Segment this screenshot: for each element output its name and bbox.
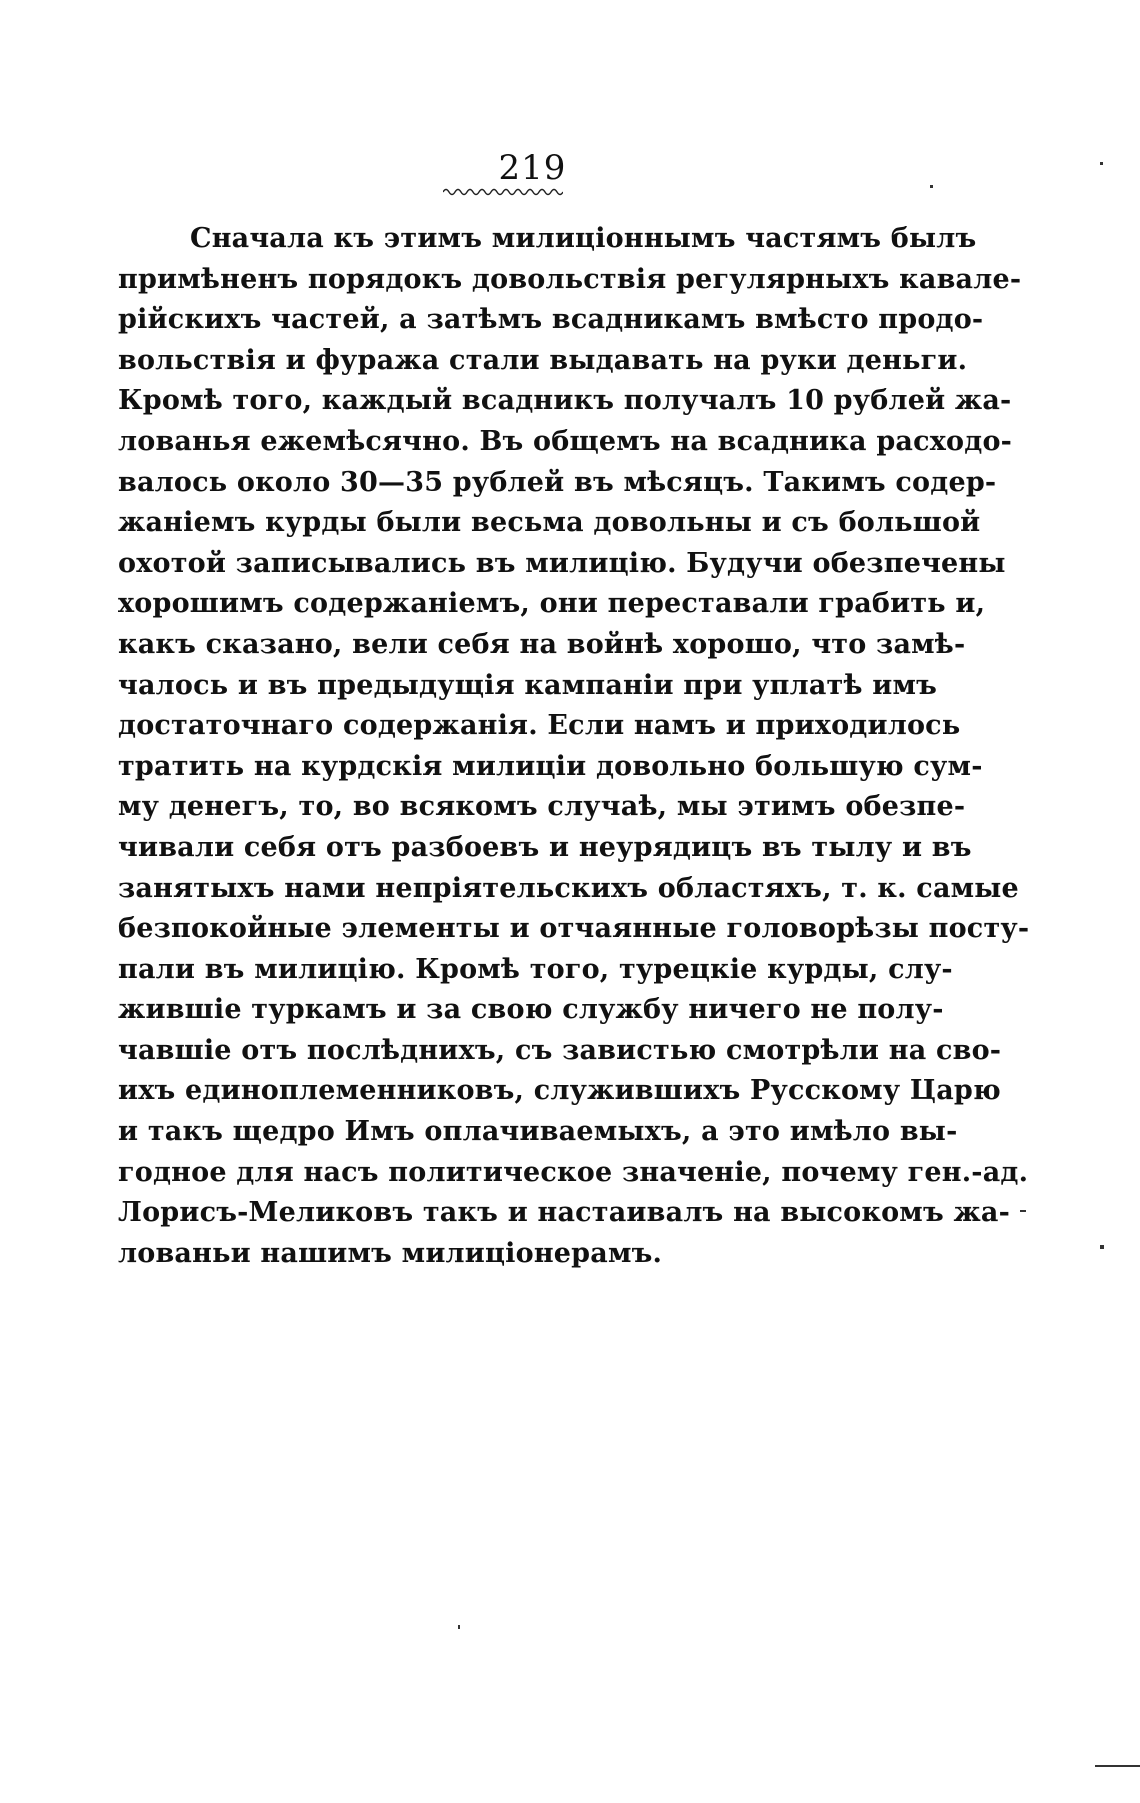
text-line: вольствія и фуража стали выдавать на руки деньги.	[118, 344, 968, 376]
text-line: тратить на курдскія милиціи довольно большую сум-	[118, 750, 983, 782]
scan-speck	[1100, 162, 1103, 165]
scan-speck	[930, 185, 933, 188]
text-line: достаточнаго содержанія. Если намъ и приходилось	[118, 710, 961, 742]
text-line: чалось и въ предыдущія кампаніи при уплатѣ имъ	[118, 669, 938, 701]
text-line: охотой записывались въ милицію. Будучи обезпечены	[118, 547, 1006, 579]
text-line: какъ сказано, вели себя на войнѣ хорошо, что замѣ-	[118, 628, 966, 660]
text-line: лованьи нашимъ милиціонерамъ.	[118, 1237, 663, 1269]
margin-line	[1095, 1765, 1140, 1767]
page-number: 219	[498, 148, 567, 188]
text-line: Лорисъ-Меликовъ такъ и настаивалъ на высокомъ жа-	[118, 1197, 1011, 1229]
page-number-ornament	[443, 186, 563, 198]
text-line: пали въ милицію. Кромѣ того, турецкіе курды, слу-	[118, 953, 953, 985]
text-line: безпокойные элементы и отчаянные головорѣзы посту-	[118, 913, 1030, 945]
text-line: годное для насъ политическое значеніе, почему ген.-ад.	[118, 1156, 1029, 1188]
scan-speck	[1020, 1210, 1026, 1212]
body-text	[118, 219, 1030, 1274]
text-line: жившіе туркамъ и за свою службу ничего не полу-	[118, 994, 944, 1026]
text-line: жаніемъ курды были весьма довольны и съ большой	[118, 507, 981, 539]
text-line: рійскихъ частей, а затѣмъ всадникамъ вмѣсто продо-	[118, 304, 984, 336]
text-line: му денегъ, то, во всякомъ случаѣ, мы этимъ обезпе-	[118, 791, 966, 823]
scan-speck	[458, 1625, 460, 1629]
text-line: Кромѣ того, каждый всадникъ получалъ 10 рублей жа-	[118, 385, 1012, 417]
text-line: ихъ единоплеменниковъ, служившихъ Русскому Царю	[118, 1075, 1001, 1107]
text-line: чавшіе отъ послѣднихъ, съ завистью смотрѣли на сво-	[118, 1034, 1002, 1066]
text-line: лованья ежемѣсячно. Въ общемъ на всадника расходо-	[118, 425, 1013, 457]
text-line: занятыхъ нами непріятельскихъ областяхъ, т. к. самые	[118, 872, 1019, 904]
text-line: примѣненъ порядокъ довольствія регулярныхъ кавале-	[118, 263, 1022, 295]
text-line: валось около 30—35 рублей въ мѣсяцъ. Такимъ содер-	[118, 466, 997, 498]
text-line: чивали себя отъ разбоевъ и неурядицъ въ тылу и въ	[118, 831, 972, 863]
text-line: хорошимъ содержаніемъ, они переставали грабить и,	[118, 588, 986, 620]
text-line: и такъ щедро Имъ оплачиваемыхъ, а это имѣло вы-	[118, 1116, 958, 1148]
scan-speck	[1100, 1245, 1104, 1249]
text-line: Сначала къ этимъ милиціоннымъ частямъ былъ	[190, 223, 977, 254]
